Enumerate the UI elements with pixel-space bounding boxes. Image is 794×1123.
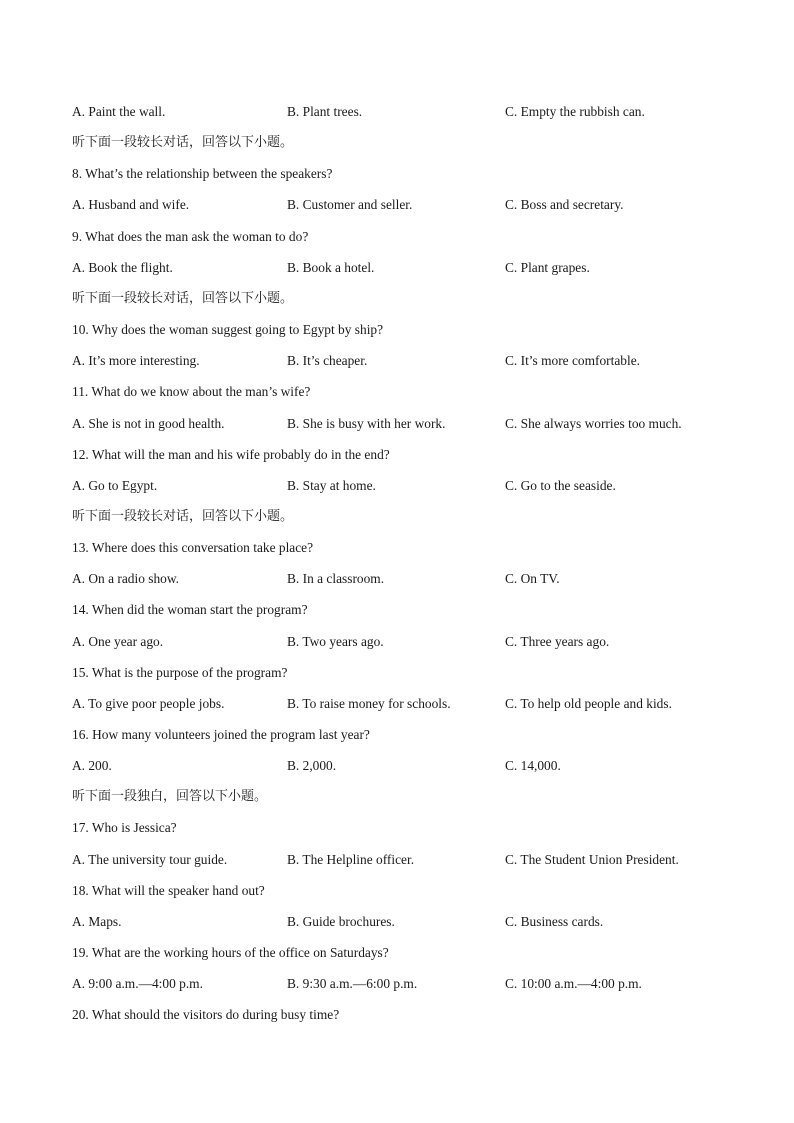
question-text: 15. What is the purpose of the program? — [72, 664, 288, 680]
option-a: A. One year ago. — [72, 633, 164, 649]
option-c: C. Plant grapes. — [505, 259, 590, 275]
option-a: A. Paint the wall. — [72, 104, 166, 119]
option-b: B. She is busy with her work. — [287, 415, 446, 431]
option-b: B. To raise money for schools. — [287, 695, 451, 711]
question-text: 16. How many volunteers joined the program last year? — [72, 727, 370, 742]
question-text: 18. What will the speaker hand out? — [72, 882, 265, 898]
question-text: 19. What are the working hours of the office on Saturdays? — [72, 945, 389, 960]
option-a: A. Go to Egypt. — [72, 477, 158, 493]
option-a: A. The university tour guide. — [72, 851, 228, 867]
option-c: C. On TV. — [505, 571, 560, 587]
option-c: C. She always worries too much. — [505, 415, 682, 431]
option-a: A. Maps. — [72, 913, 122, 929]
option-b: B. Stay at home. — [287, 477, 376, 493]
option-b: B. 9:30 a.m.—6:00 p.m. — [287, 976, 418, 992]
option-a: A. Husband and wife. — [72, 197, 190, 213]
option-b: B. Guide brochures. — [287, 913, 395, 929]
question-text: 8. What’s the relationship between the speakers? — [72, 166, 333, 182]
option-c: C. Boss and secretary. — [505, 197, 624, 213]
option-b: B. 2,000. — [287, 758, 337, 774]
question-text: 20. What should the visitors do during busy time? — [72, 1007, 340, 1023]
option-a: A. To give poor people jobs. — [72, 695, 225, 711]
option-a: A. Book the flight. — [72, 259, 173, 275]
option-c: C. The Student Union President. — [505, 851, 679, 867]
option-c: C. Go to the seaside. — [505, 477, 616, 493]
question-text: 14. When did the woman start the program? — [72, 602, 308, 618]
option-c: C. Three years ago. — [505, 633, 610, 649]
option-a: A. 200. — [72, 758, 112, 774]
option-c: C. 14,000. — [505, 758, 561, 774]
section-instruction: 听下面一段独白，回答以下小题。 — [72, 789, 268, 805]
option-a: A. On a radio show. — [72, 571, 179, 587]
section-instruction: 听下面一段较长对话，回答以下小题。 — [72, 290, 294, 306]
option-c: C. Business cards. — [505, 913, 604, 929]
section-instruction: 听下面一段较长对话，回答以下小题。 — [72, 135, 294, 151]
option-b: B. Book a hotel. — [287, 259, 375, 275]
question-text: 11. What do we know about the man’s wife? — [72, 384, 311, 400]
question-text: 17. Who is Jessica? — [72, 820, 177, 836]
option-b: B. It’s cheaper. — [287, 353, 368, 369]
question-text: 12. What will the man and his wife probably do in the end? — [72, 446, 390, 462]
option-b: B. Two years ago. — [287, 633, 384, 649]
option-b: B. Plant trees. — [287, 104, 363, 119]
section-instruction: 听下面一段较长对话，回答以下小题。 — [72, 508, 294, 524]
option-b: B. Customer and seller. — [287, 197, 413, 213]
option-c: C. 10:00 a.m.—4:00 p.m. — [505, 976, 642, 992]
question-text: 9. What does the man ask the woman to do? — [72, 228, 309, 244]
option-c: C. It’s more comfortable. — [505, 353, 640, 369]
option-a: A. It’s more interesting. — [72, 353, 200, 369]
question-text: 10. Why does the woman suggest going to Egypt by ship? — [72, 322, 384, 337]
option-a: A. 9:00 a.m.—4:00 p.m. — [72, 976, 203, 992]
option-c: C. To help old people and kids. — [505, 695, 672, 711]
option-a: A. She is not in good health. — [72, 415, 225, 431]
option-b: B. In a classroom. — [287, 571, 385, 587]
question-text: 13. Where does this conversation take place? — [72, 540, 314, 556]
option-b: B. The Helpline officer. — [287, 851, 415, 867]
option-c: C. Empty the rubbish can. — [505, 104, 645, 119]
